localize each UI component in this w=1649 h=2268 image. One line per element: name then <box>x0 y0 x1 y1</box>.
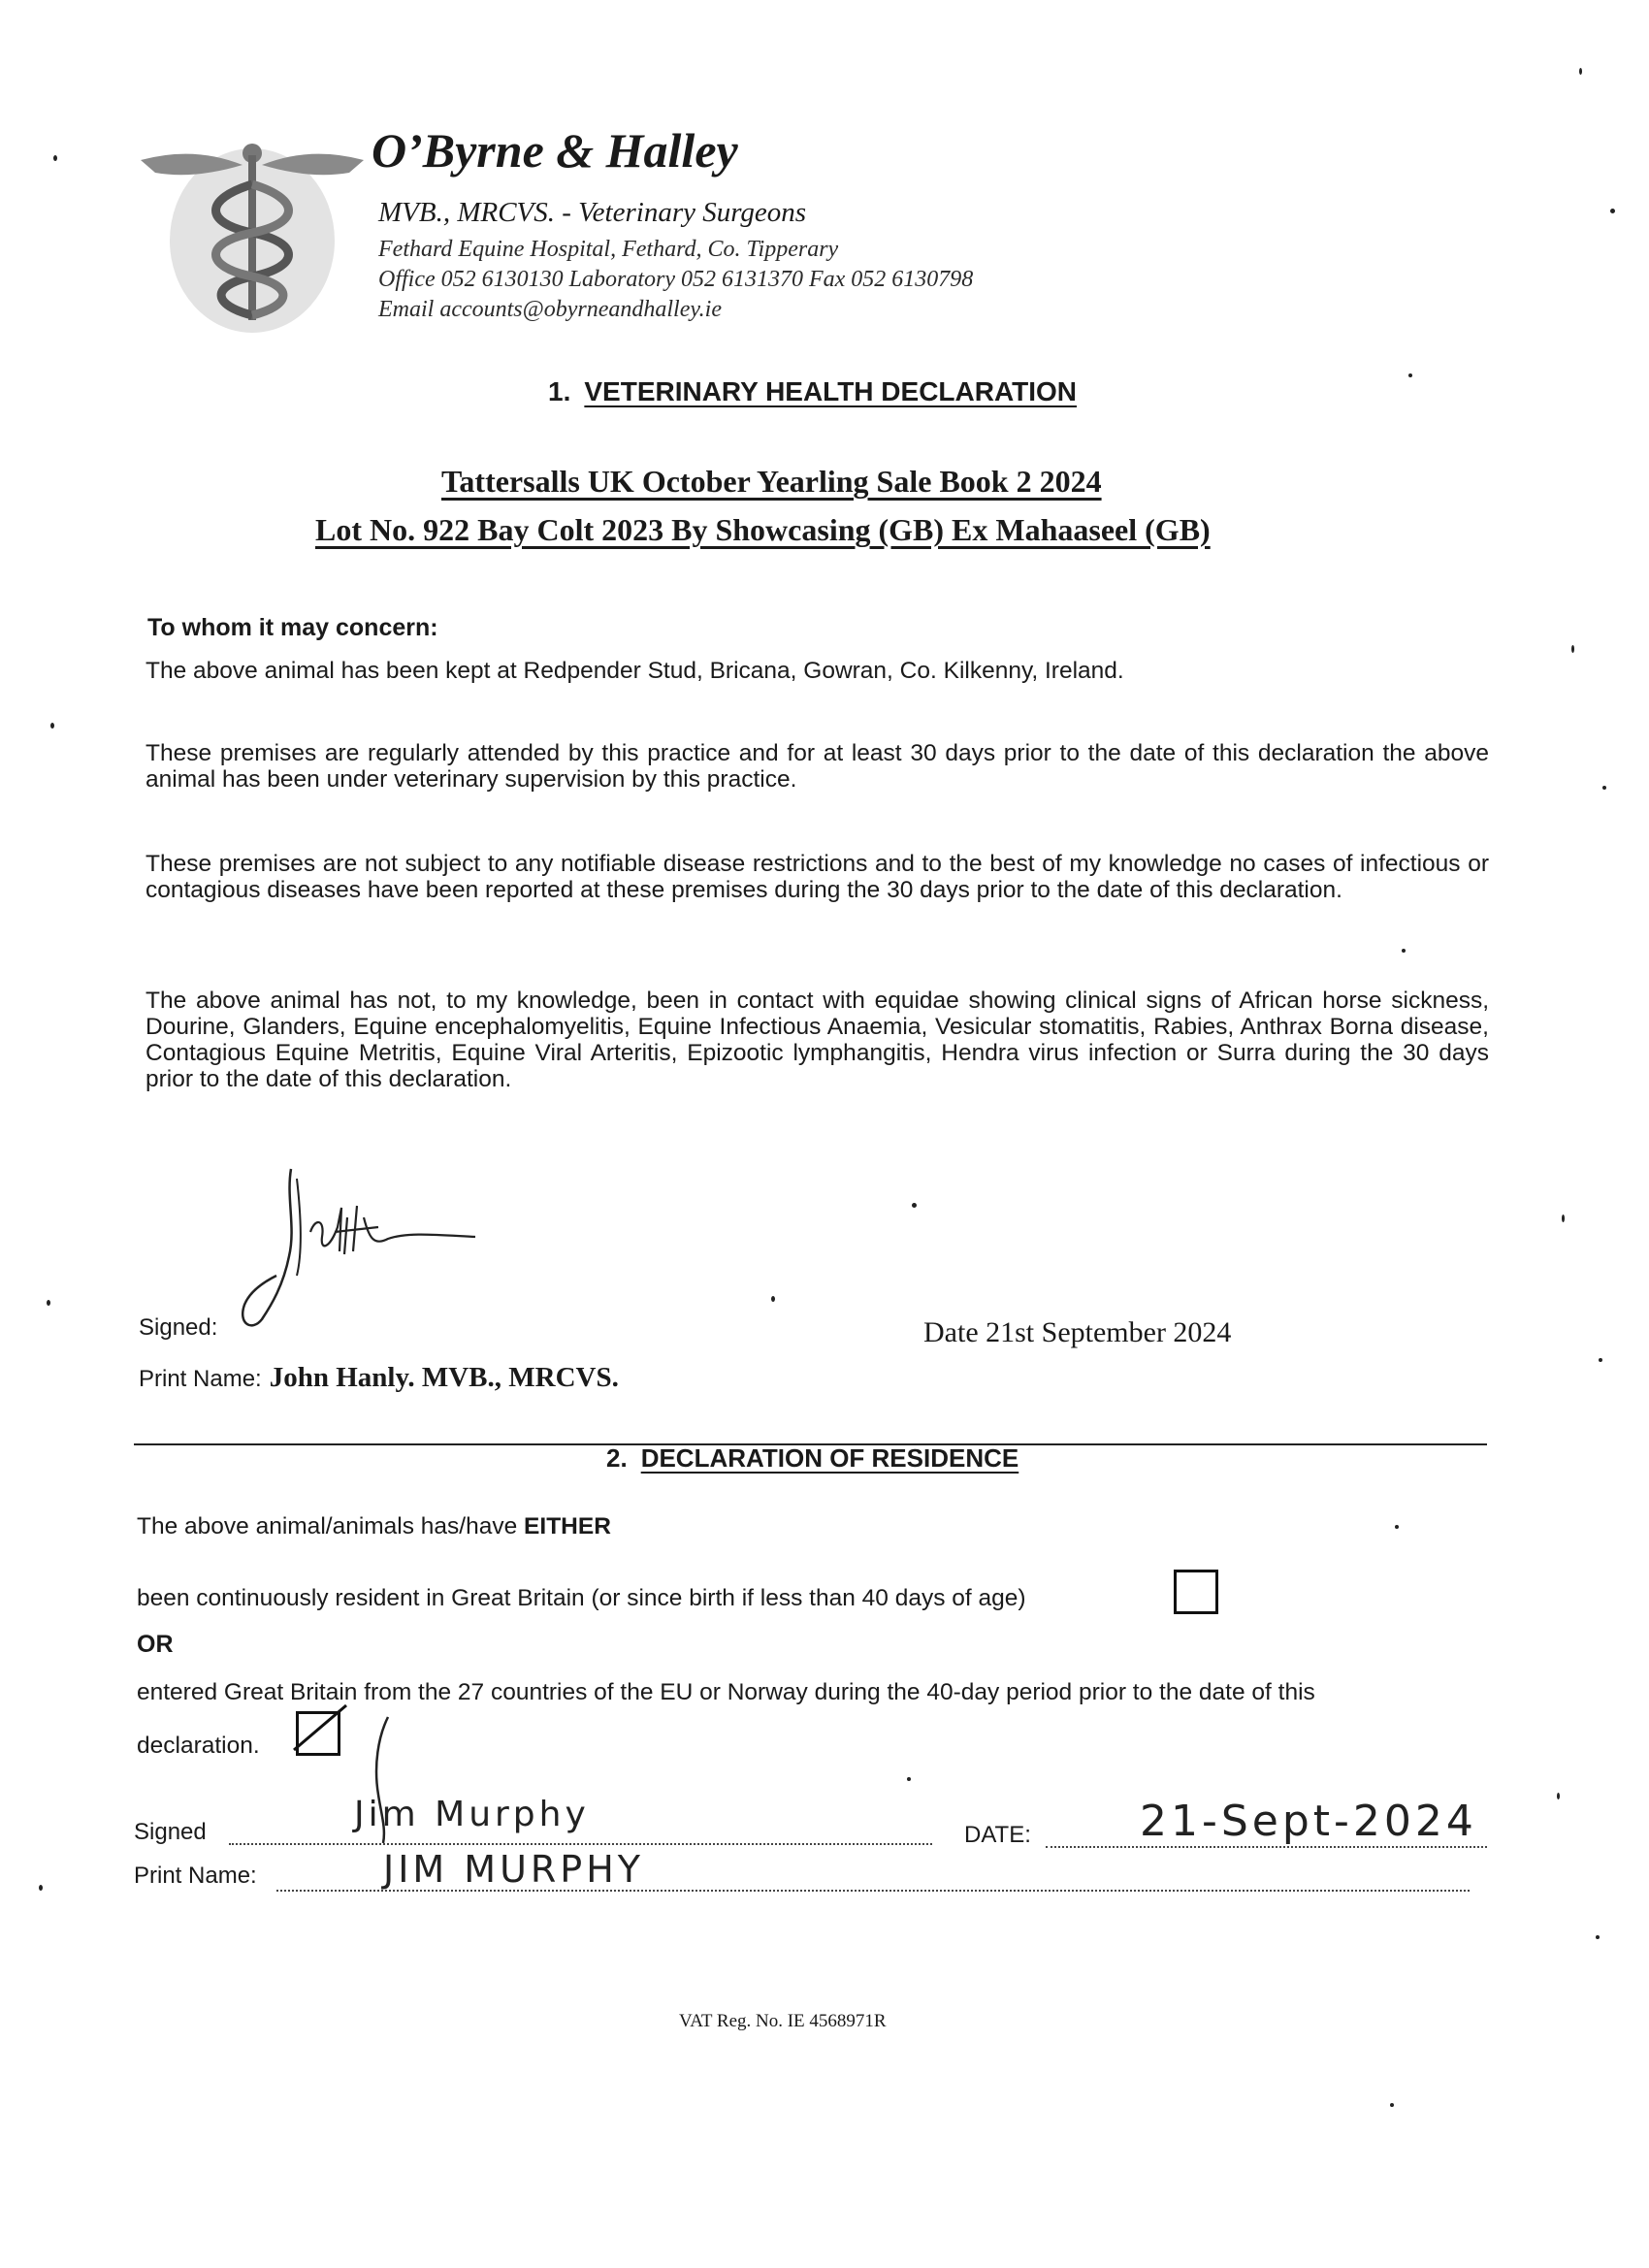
scan-speck <box>771 1296 775 1302</box>
owner-print-name-value: JIM MURPHY <box>383 1848 644 1891</box>
vat-registration: VAT Reg. No. IE 4568971R <box>679 2011 887 2031</box>
vet-print-name-value: John Hanly. MVB., MRCVS. <box>269 1362 619 1393</box>
scan-speck <box>1599 1358 1602 1362</box>
salutation: To whom it may concern: <box>147 614 438 641</box>
paragraph-premises: These premises are not subject to any notifiable disease restrictions and to the best of my knowledge no cases of infectious or contagious diseases have been reported at these premises during the 30 days prior to the date of this declaration. <box>146 851 1489 903</box>
scan-speck <box>1596 1935 1600 1939</box>
option-entered-gb-continued: declaration. <box>137 1733 260 1759</box>
option-resident-gb: been continuously resident in Great Britain (or since birth if less than 40 days of age) <box>137 1585 1026 1611</box>
scan-speck <box>907 1777 911 1781</box>
section-1-title: VETERINARY HEALTH DECLARATION <box>584 376 1077 406</box>
scan-speck <box>1571 645 1574 653</box>
owner-signature-line <box>229 1843 932 1845</box>
scan-speck <box>1402 949 1406 953</box>
scan-speck <box>50 723 54 729</box>
scan-speck <box>1579 68 1582 75</box>
option-resident-gb-checkbox[interactable] <box>1174 1570 1218 1614</box>
scan-speck <box>39 1885 43 1891</box>
sale-title: Tattersalls UK October Yearling Sale Book 2 2024 <box>441 464 1102 499</box>
lot-title: Lot No. 922 Bay Colt 2023 By Showcasing (GB) Ex Mahaaseel (GB) <box>315 512 1211 547</box>
scan-speck <box>1395 1525 1399 1529</box>
section-1-number: 1. <box>548 376 571 406</box>
firm-email: Email accounts@obyrneandhalley.ie <box>378 297 722 322</box>
or-label: OR <box>137 1631 174 1658</box>
firm-address: Fethard Equine Hospital, Fethard, Co. Tipperary <box>378 237 839 262</box>
owner-date-value: 21-Sept-2024 <box>1140 1797 1477 1846</box>
scan-speck <box>47 1300 50 1306</box>
vet-signature <box>233 1159 485 1344</box>
paragraph-supervision: These premises are regularly attended by this practice and for at least 30 days prior to the date of this declaration the above animal has been under veterinary supervision by this practice. <box>146 740 1489 793</box>
scan-speck <box>53 155 57 161</box>
firm-name: O’Byrne & Halley <box>372 123 738 178</box>
scan-speck <box>1562 1215 1565 1222</box>
owner-date-line <box>1046 1846 1487 1848</box>
firm-qualifications: MVB., MRCVS. - Veterinary Surgeons <box>378 197 807 228</box>
residence-intro-either: EITHER <box>524 1513 611 1539</box>
section-2-title: DECLARATION OF RESIDENCE <box>640 1443 1019 1473</box>
vet-declaration-date: Date 21st September 2024 <box>923 1316 1232 1348</box>
firm-phone-numbers: Office 052 6130130 Laboratory 052 6131370 Fax 052 6130798 <box>378 267 974 292</box>
scan-speck <box>1610 209 1615 213</box>
owner-signed-label: Signed <box>134 1819 207 1845</box>
residence-intro-text: The above animal/animals has/have <box>137 1513 518 1539</box>
owner-date-label: DATE: <box>964 1822 1031 1848</box>
scan-speck <box>1602 786 1606 790</box>
paragraph-kept-at: The above animal has been kept at Redpender Stud, Bricana, Gowran, Co. Kilkenny, Ireland. <box>146 658 1124 684</box>
owner-signature: Jim Murphy <box>354 1795 590 1834</box>
residence-intro <box>137 1513 611 1540</box>
checkmark-icon <box>286 1700 354 1758</box>
scan-speck <box>912 1203 917 1208</box>
caduceus-icon <box>136 126 369 335</box>
scan-speck <box>1390 2103 1394 2107</box>
owner-print-name-label: Print Name: <box>134 1863 257 1889</box>
section-2-number: 2. <box>606 1443 628 1473</box>
section-1-heading <box>548 376 1077 407</box>
scan-speck <box>1557 1793 1560 1799</box>
scan-speck <box>1408 373 1412 377</box>
option-entered-gb: entered Great Britain from the 27 countries of the EU or Norway during the 40-day period prior to the date of this <box>137 1679 1315 1705</box>
vet-print-name <box>139 1362 619 1394</box>
section-2-heading <box>606 1443 1018 1474</box>
vet-signed-label: Signed: <box>139 1314 218 1341</box>
vet-print-name-label: Print Name: <box>139 1366 262 1392</box>
paragraph-disease-contact: The above animal has not, to my knowledge, been in contact with equidae showing clinical signs of African horse sickness, Dourine, Glanders, Equine encephalomyelitis, Equine Infectious Anaemia, Vesicular stomatitis, Rabies, Anthrax Borna disease, Contagious Equine Metritis, Equine Viral Arteritis, Epizootic lymphangitis, Hendra virus infection or Surra during the 30 days prior to the date of this declaration. <box>146 988 1489 1092</box>
